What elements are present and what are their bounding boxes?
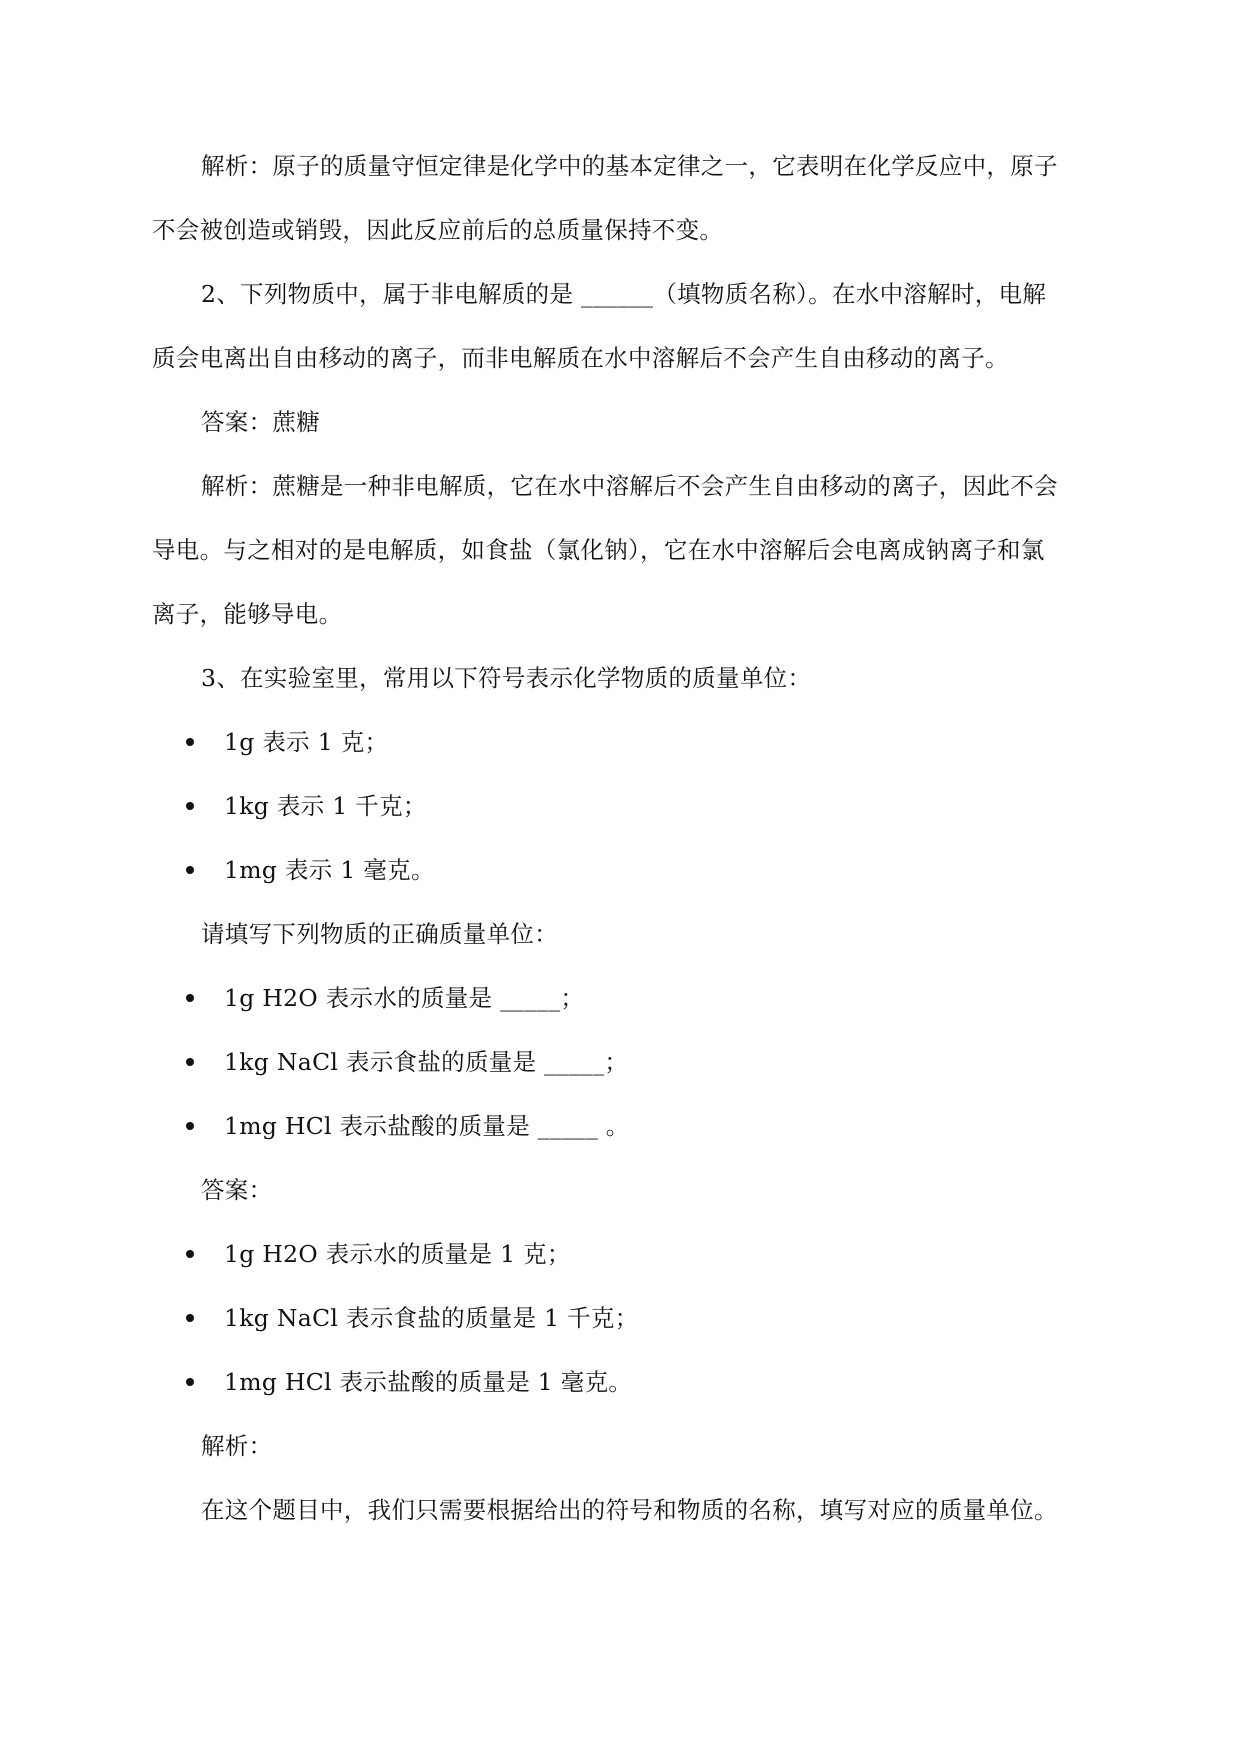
paragraph-line: 解析：蔗糖是一种非电解质，它在水中溶解后不会产生自由移动的离子，因此不会 <box>201 472 1058 500</box>
bullet-icon <box>186 1314 194 1322</box>
paragraph-line: 2、下列物质中，属于非电解质的是 ______（填物质名称）。在水中溶解时，电解 <box>201 280 1047 308</box>
bullet-icon <box>186 802 194 810</box>
fill-prompt: 请填写下列物质的正确质量单位： <box>201 920 558 948</box>
paragraph-line: 解析：原子的质量守恒定律是化学中的基本定律之一，它表明在化学反应中，原子 <box>201 152 1058 180</box>
list-item-text: 1mg HCl 表示盐酸的质量是 _____ 。 <box>224 1112 630 1140</box>
bullet-icon <box>186 1250 194 1258</box>
bullet-icon <box>186 1122 194 1130</box>
list-item-text: 1mg 表示 1 毫克。 <box>224 856 435 884</box>
paragraph-line: 质会电离出自由移动的离子，而非电解质在水中溶解后不会产生自由移动的离子。 <box>152 344 1009 372</box>
question-line: 3、在实验室里，常用以下符号表示化学物质的质量单位： <box>201 664 812 692</box>
bullet-icon <box>186 1378 194 1386</box>
bullet-icon <box>186 1058 194 1066</box>
list-item-text: 1g H2O 表示水的质量是 _____； <box>224 984 585 1012</box>
answer-line: 答案：蔗糖 <box>201 408 320 436</box>
paragraph-line: 离子，能够导电。 <box>152 600 343 628</box>
analysis-text: 在这个题目中，我们只需要根据给出的符号和物质的名称，填写对应的质量单位。 <box>201 1496 1058 1524</box>
list-item-text: 1mg HCl 表示盐酸的质量是 1 毫克。 <box>224 1368 633 1396</box>
paragraph-line: 不会被创造或销毁，因此反应前后的总质量保持不变。 <box>152 216 724 244</box>
list-item-text: 1g H2O 表示水的质量是 1 克； <box>224 1240 571 1268</box>
list-item-text: 1kg NaCl 表示食盐的质量是 1 千克； <box>224 1304 639 1332</box>
list-item-text: 1kg 表示 1 千克； <box>224 792 427 820</box>
list-item-text: 1g 表示 1 克； <box>224 728 389 756</box>
bullet-icon <box>186 738 194 746</box>
bullet-icon <box>186 994 194 1002</box>
analysis-label: 解析： <box>201 1432 273 1460</box>
list-item-text: 1kg NaCl 表示食盐的质量是 _____； <box>224 1048 629 1076</box>
bullet-icon <box>186 866 194 874</box>
answer-label: 答案： <box>201 1176 273 1204</box>
paragraph-line: 导电。与之相对的是电解质，如食盐（氯化钠），它在水中溶解后会电离成钠离子和氯 <box>152 536 1045 564</box>
